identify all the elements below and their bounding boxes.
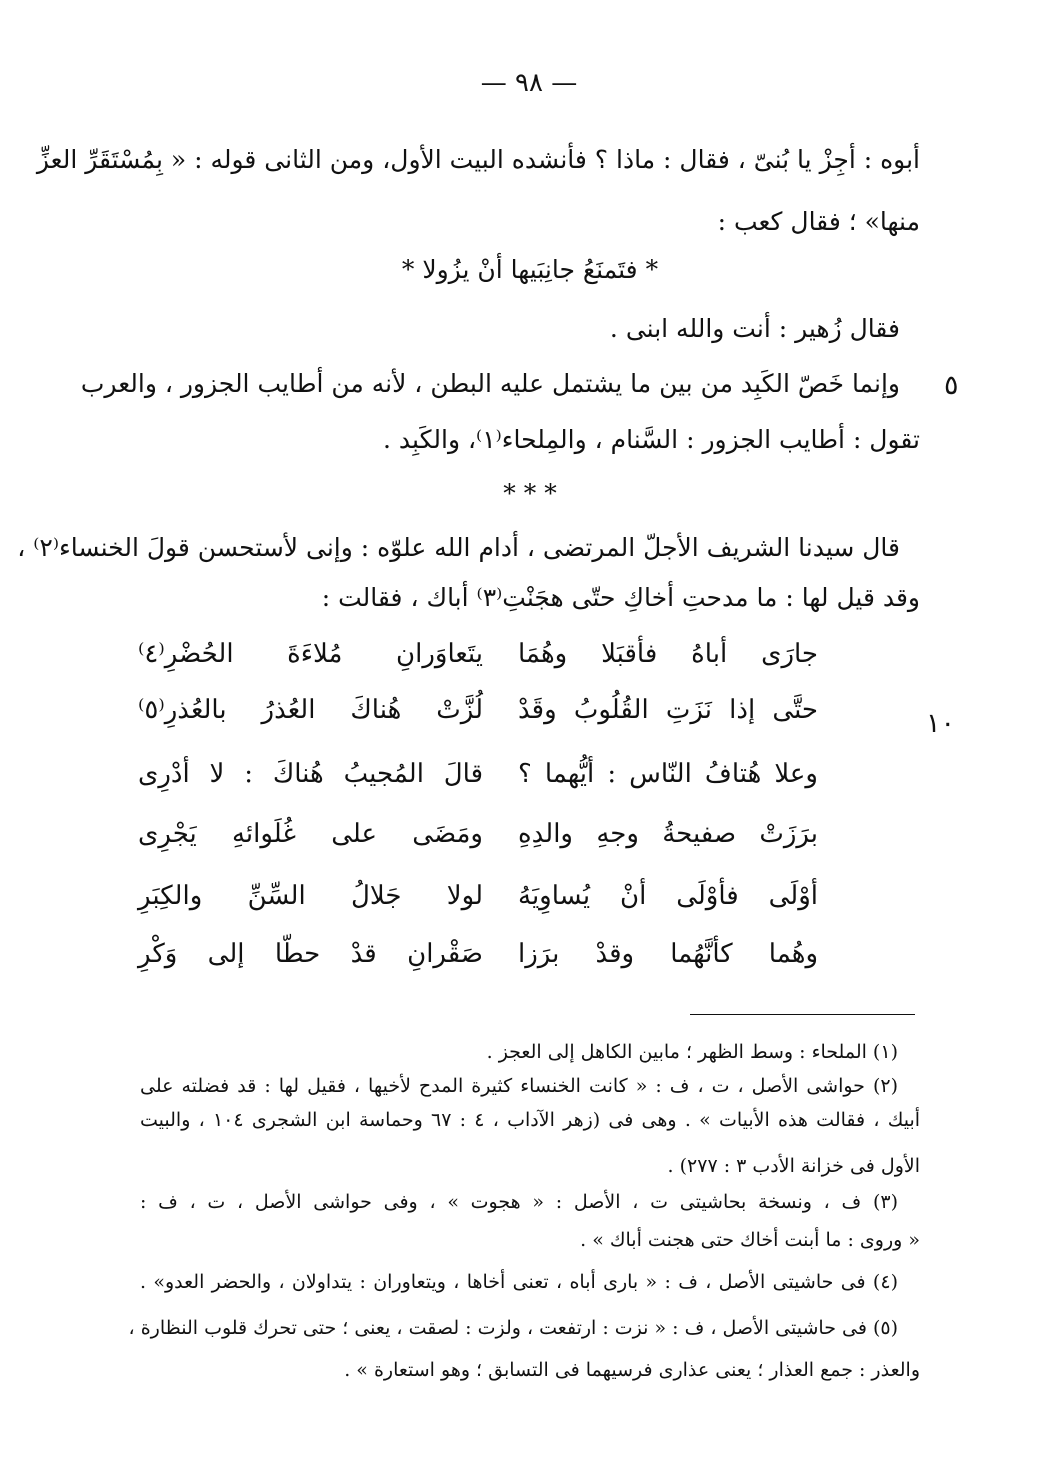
poem-hemistich-second: صَقْرانِ قدْ حطّا إلى وَكْرِ <box>138 939 483 969</box>
text-line: أبوه : أجِزْ يا بُنىّ ، فقال : ماذا ؟ فأنشده البيت الأول، ومن الثانى قوله : « بِمُسْتَقَرِّ العزِّ <box>36 145 920 174</box>
footnote-line: (٥) فى حاشيتى الأصل ، ف : « نزت : ارتفعت ، ولزت : لصقت ، يعنى ؛ حتى تحرك قلوب النظارة ، <box>128 1317 898 1339</box>
footnote-line: (٣) ف ، ونسخة بحاشيتى ت ، الأصل : « هجوت » ، وفى حواشى الأصل ، ت ، ف : <box>140 1191 898 1213</box>
footnote-line: (٢) حواشى الأصل ، ت ، ف : « كانت الخنساء كثيرة المدح لأخيها ، فقيل لها : قد فضلته على <box>140 1075 898 1097</box>
footnote-line: الأول فى خزانة الأدب ٣ : ٢٧٧) . <box>667 1155 920 1177</box>
text-line: قال سيدنا الشريف الأجلّ المرتضى ، أدام الله علوّه : وإنى لأستحسن قولَ الخنساء⁽٢⁾ ، <box>17 533 900 562</box>
poem-hemistich-first: حتَّى إذا نَزَتِ القُلُوبُ وقَدْ <box>518 695 818 725</box>
quoted-hemistich: * فتَمنَعُ جانِبَيها أنْ يزُولا * <box>401 255 659 284</box>
poem-hemistich-second: لُزَّتْ هُناكَ العُذرُ بالعُذرِ⁽٥⁾ <box>138 695 483 725</box>
poem-hemistich-second: ومَضَى على غُلَوائهِ يَجْرِى <box>138 819 483 849</box>
poem-hemistich-first: وهُما كأنَّهُما وقدْ برَزا <box>518 939 818 969</box>
line-marker: ١٠ <box>926 708 956 739</box>
poem-hemistich-first: أوْلَى فأوْلَى أنْ يُساوِيَهُ <box>518 881 818 911</box>
poem-hemistich-second: قالَ المُجيبُ هُناكَ : لا أدْرِى <box>138 759 483 789</box>
text-line: وقد قيل لها : ما مدحتِ أخاكِ حتّى هجَنْتِ⁽٣⁾ أباك ، فقالت : <box>321 583 920 612</box>
page-number: — ٩٨ — <box>480 68 578 98</box>
text-line: تقول : أطايب الجزور : السَّنام ، والمِلحاء⁽١⁾، والكَبِد . <box>383 425 920 454</box>
poem-hemistich-first: برَزَتْ صفيحةُ وجهِ والدِهِ <box>518 819 818 849</box>
footnote-line: (٤) فى حاشيتى الأصل ، ف : « بارى أباه ، تعنى أخاها ، ويتعاوران : يتداولان ، والحضر العدو» . <box>140 1271 898 1293</box>
poem-hemistich-second: يتَعاوَرانِ مُلاءَةَ الحُضْرِ⁽٤⁾ <box>138 639 483 669</box>
text-line: فقال زُهير : أنت والله ابنى . <box>609 314 900 343</box>
footnote-line: أبيك ، فقالت هذه الأبيات » . وهى فى (زهر الآداب ، ٤ : ٦٧ وحماسة ابن الشجرى ١٠٤ ، والبيت <box>140 1109 921 1131</box>
footnote-line: والعذر : جمع العذار ؛ يعنى عذارى فرسيهما فى التسابق ؛ وهو استعارة » . <box>344 1359 920 1381</box>
text-line: منها» ؛ فقال كعب : <box>717 207 920 236</box>
footnote-line: « وروى : ما أبنت أخاك حتى هجنت أباك » . <box>580 1229 920 1251</box>
footnote-divider <box>690 1014 915 1015</box>
poem-hemistich-first: جارَى أباهُ فأقبَلا وهُمَا <box>518 639 818 669</box>
poem-hemistich-first: وعلا هُتافُ النّاس : أيُّهما ؟ <box>518 759 818 789</box>
text-line: وإنما خَصّ الكَبِد من بين ما يشتمل عليه البطن ، لأنه من أطايب الجزور ، والعرب <box>80 369 900 398</box>
section-separator: * * * <box>503 479 557 508</box>
footnote-line: (١) الملحاء : وسط الظهر ؛ مابين الكاهل إلى العجز . <box>486 1041 898 1063</box>
poem-hemistich-second: لولا جَلالُ السِّنِّ والكِبَرِ <box>138 881 483 911</box>
line-marker: ٥ <box>944 370 959 401</box>
